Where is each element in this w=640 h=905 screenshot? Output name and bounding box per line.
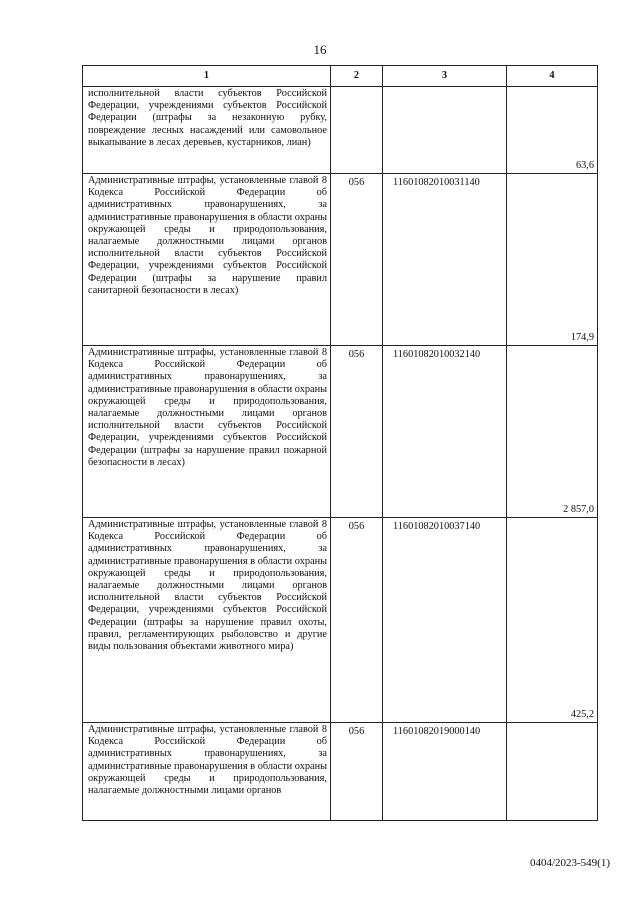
row-admin-code	[331, 87, 383, 174]
row-description: Административные штрафы, установленные главой 8 Кодекса Российской Федерации об административных правонарушениях, за административные правонарушения в области охраны окружающей среды и природопользования, налагаемые должностными лицами органов исполнительной власти субъектов Российской Федерации, учреждениями субъектов Российской Федерации (штрафы за нарушение правил санитарной безопасности в лесах)	[83, 174, 331, 346]
row-budget-code	[383, 87, 507, 174]
row-admin-code: 056	[331, 174, 383, 346]
page-number: 16	[313, 42, 327, 57]
table-row	[83, 346, 598, 518]
table-row	[83, 87, 598, 174]
row-budget-code: 11601082019000140	[383, 723, 507, 821]
row-budget-code: 11601082010031140	[383, 174, 507, 346]
row-admin-code: 056	[331, 723, 383, 821]
row-amount: 2 857,0	[507, 346, 598, 518]
row-budget-code: 11601082010037140	[383, 518, 507, 723]
column-header-1: 1	[83, 66, 331, 87]
row-admin-code: 056	[331, 346, 383, 518]
column-header-4: 4	[507, 66, 598, 87]
column-header-2: 2	[331, 66, 383, 87]
row-description: Административные штрафы, установленные главой 8 Кодекса Российской Федерации об административных правонарушениях, за административные правонарушения в области охраны окружающей среды и природопользования, налагаемые должностными лицами органов исполнительной власти субъектов Российской Федерации, учреждениями субъектов Российской Федерации (штрафы за нарушение правил охоты, правил, регламентирующих рыболовство и другие виды пользования объектами животного мира)	[83, 518, 331, 723]
table-header-row	[83, 66, 598, 87]
table-row	[83, 174, 598, 346]
column-header-3: 3	[383, 66, 507, 87]
document-code: 0404/2023-549(1)	[529, 857, 610, 869]
row-admin-code: 056	[331, 518, 383, 723]
row-amount: 174,9	[507, 174, 598, 346]
budget-table	[82, 65, 598, 821]
table-row	[83, 723, 598, 821]
row-description: Административные штрафы, установленные главой 8 Кодекса Российской Федерации об административных правонарушениях, за административные правонарушения в области охраны окружающей среды и природопользования, налагаемые должностными лицами органов исполнительной власти субъектов Российской Федерации, учреждениями субъектов Российской Федерации (штрафы за нарушение правил пожарной безопасности в лесах)	[83, 346, 331, 518]
row-amount: 425,2	[507, 518, 598, 723]
row-amount	[507, 723, 598, 821]
row-amount: 63,6	[507, 87, 598, 174]
row-description: Административные штрафы, установленные главой 8 Кодекса Российской Федерации об административных правонарушениях, за административные правонарушения в области охраны окружающей среды и природопользования, налагаемые должностными лицами органов	[83, 723, 331, 821]
row-budget-code: 11601082010032140	[383, 346, 507, 518]
row-description: исполнительной власти субъектов Российской Федерации, учреждениями субъектов Российской Федерации (штрафы за незаконную рубку, повреждение лесных насаждений или самовольное выкапывание в лесах деревьев, кустарников, лиан)	[83, 87, 331, 174]
table-row	[83, 518, 598, 723]
